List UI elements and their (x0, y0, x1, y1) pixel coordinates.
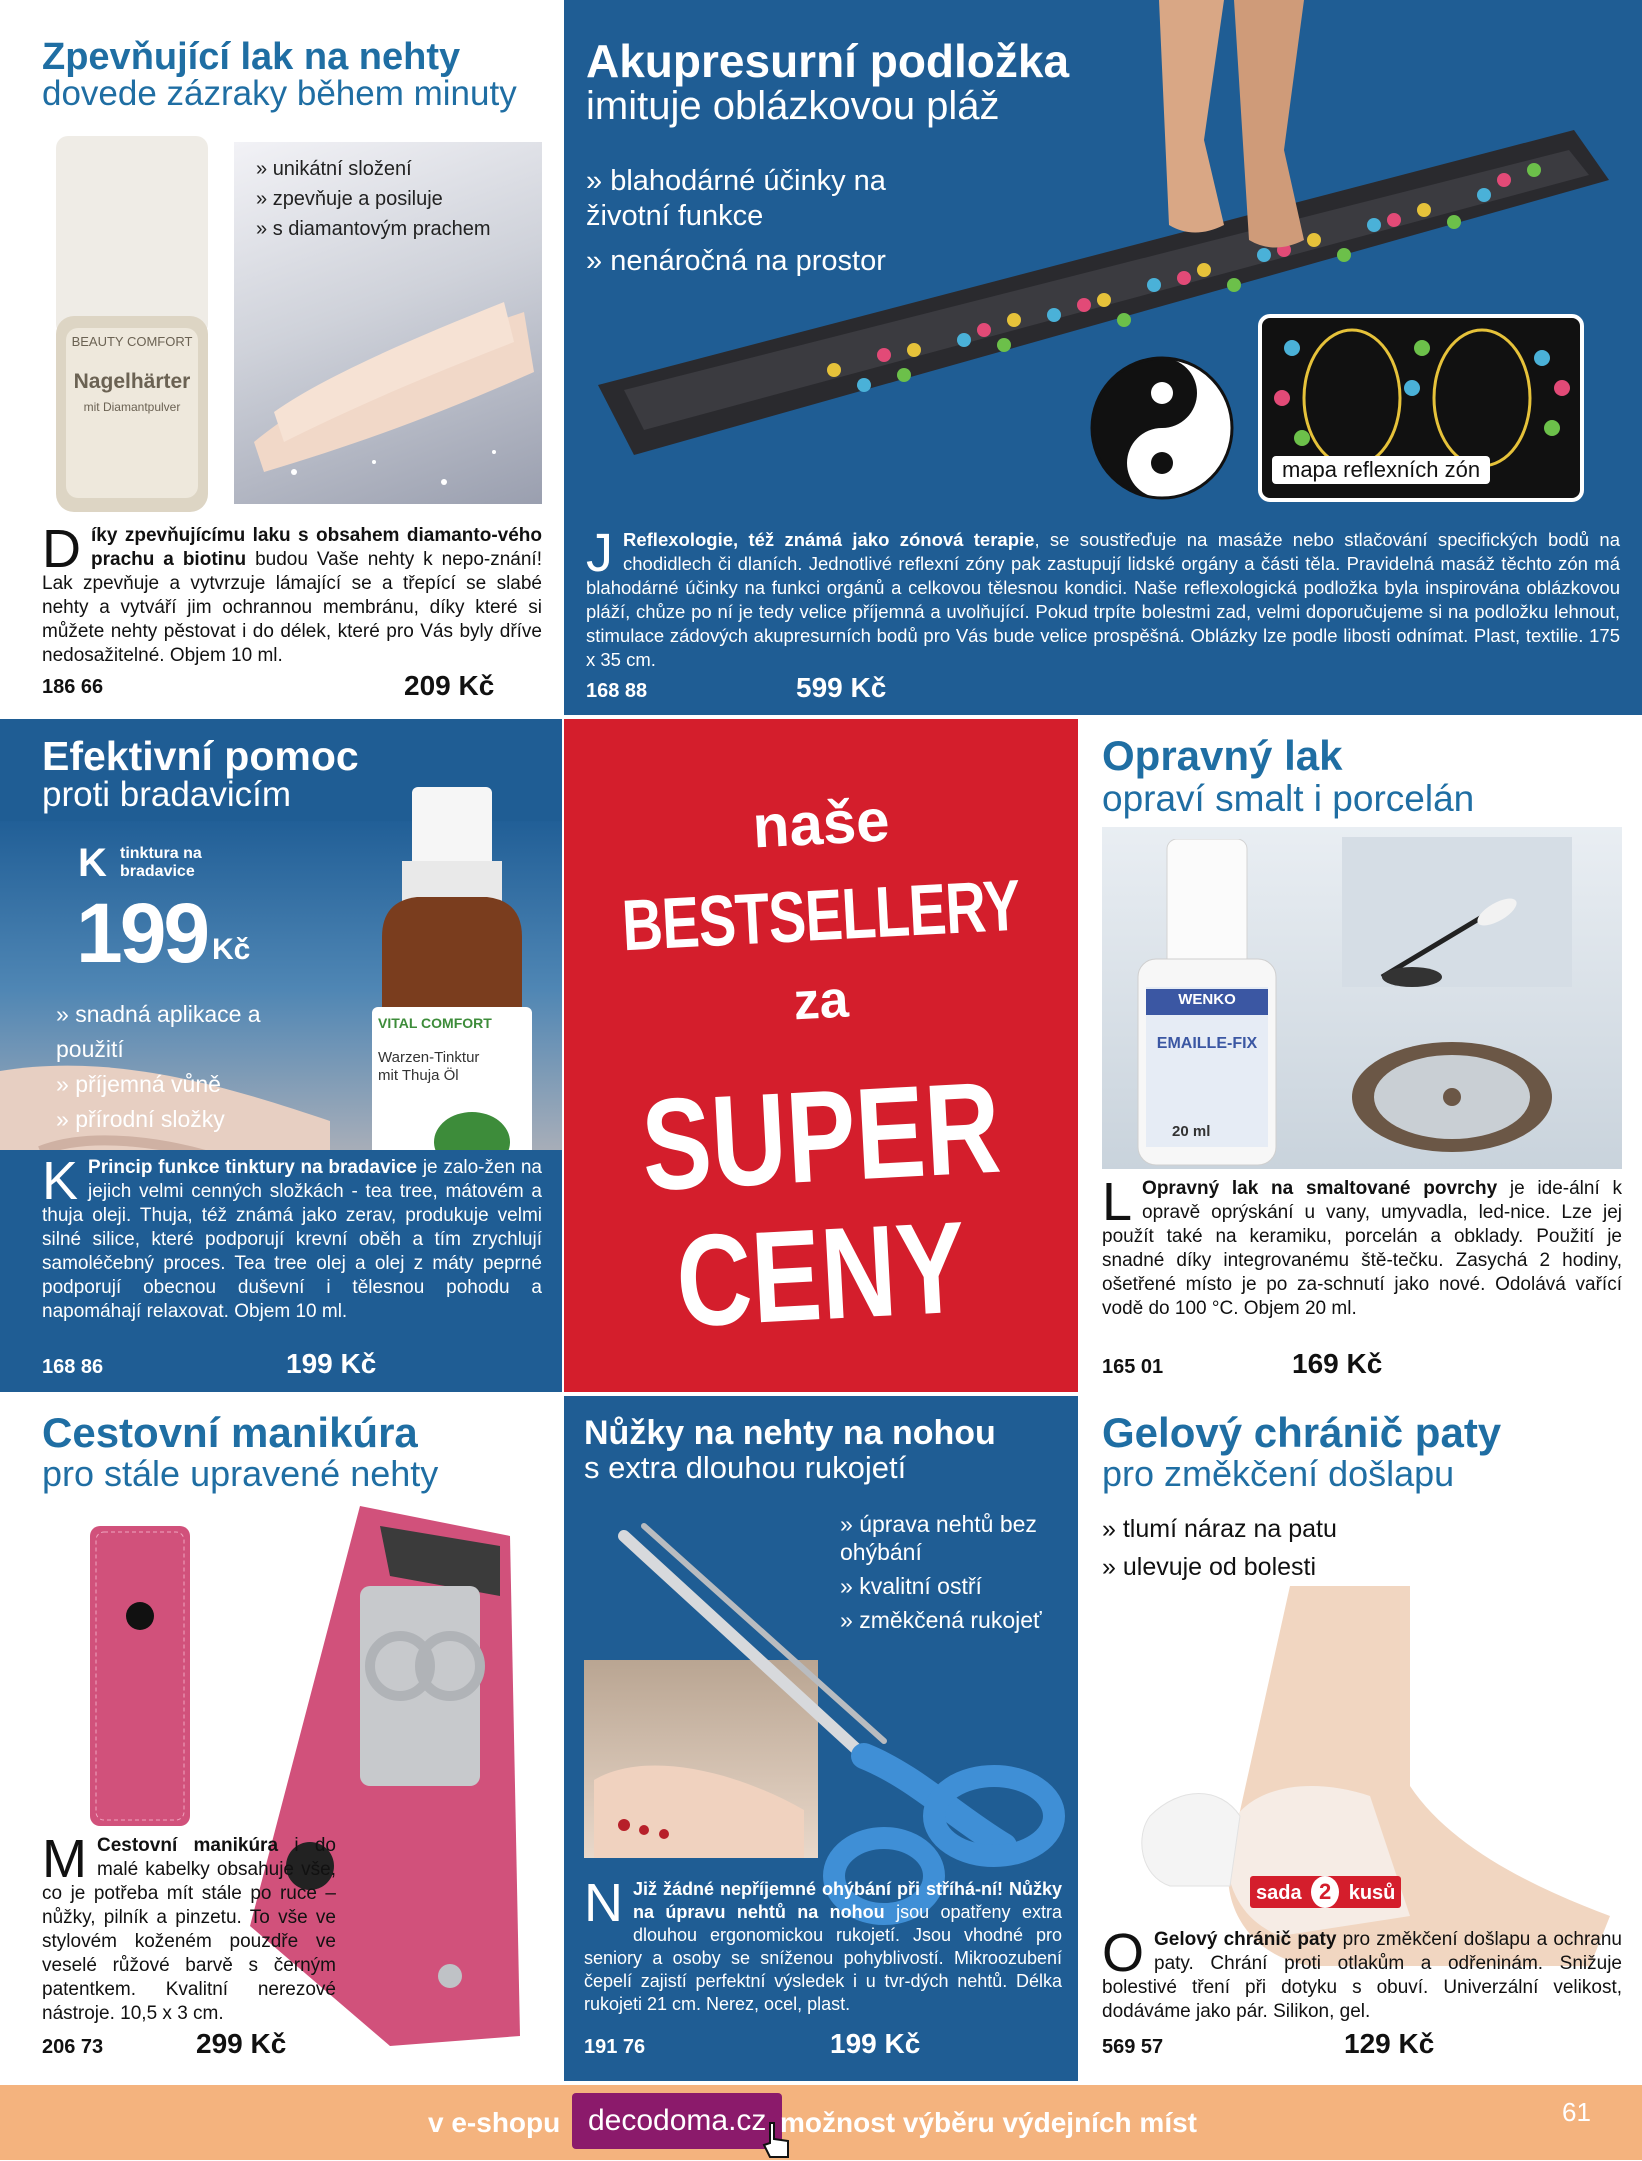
drop-cap: O (1102, 1923, 1145, 1983)
wart-description-panel (0, 1150, 562, 1392)
drop-cap: K (42, 1151, 79, 1211)
drop-cap: J (586, 523, 613, 583)
product-code: 165 01 (1102, 1356, 1164, 1378)
badge-label: tinktura na bradavice (120, 845, 202, 880)
feature-item: » nenáročná na prostor (586, 244, 926, 279)
bottle-volume: 20 ml (1172, 1123, 1211, 1140)
heel-protector-image (1110, 1586, 1620, 1976)
description-body: pro změkčení došlapu a ochranu paty. Chrání proti otlakům a odřeninám. Snižuje bolestivé tření při dotyku s obuví. Univerzální velikost, dodáváme jako pár. Silikon, gel. (1102, 1929, 1622, 2022)
product-code: 186 66 (42, 676, 104, 698)
feature-list (56, 997, 296, 1137)
description-body: je ide-ální k opravě oprýskání u vany, umyvadla, led-nice. Lze jej použít také na keramiku, porcelán a obklady. Použití je snadné díky integrovanému ště-tečku. Zasychá 2 hodiny, ošetřené místo je po za-schnutí jako nové. Odolává vařící vodě do 100 °C. Objem 20 ml. (1102, 1178, 1622, 1319)
product-description (586, 523, 1620, 672)
product-subtitle: proti bradavicím (42, 775, 291, 814)
product-description (1102, 1923, 1622, 2024)
set-word-1: sada (1256, 1882, 1302, 1904)
product-price: 169 Kč (1292, 1348, 1383, 1379)
product-description (1102, 1172, 1622, 1321)
product-repair-lacquer (1080, 719, 1642, 1392)
big-price-currency: Kč (212, 933, 251, 966)
reflex-map-label: mapa reflexních zón (1272, 456, 1490, 484)
set-word-2: kusů (1348, 1882, 1396, 1904)
product-subtitle: pro změkčení došlapu (1102, 1453, 1455, 1494)
product-title: Zpevňující lak na nehty (42, 36, 461, 78)
bestsellers-promo (564, 719, 1078, 1392)
product-subtitle: dovede zázraky během minuty (42, 74, 517, 113)
promo-line-4: SUPER (638, 1053, 1004, 1219)
feature-item: » zpevňuje a posiluje (256, 184, 491, 214)
description-body: jsou opatřeny extra dlouhou ergonomickou rukojetí. Jsou vhodné pro seniory a osoby se sníženou pohyblivostí. Mikroozubení čepelí zajistí perfektní výsledek i u tvr-dých nehtů. Délka rukojeti 21 cm. Nerez, ocel, plast. (584, 1902, 1062, 2014)
reflex-zone-map-image (1258, 314, 1584, 502)
drop-cap: L (1102, 1172, 1133, 1232)
product-price: 199 Kč (830, 2028, 921, 2059)
product-price: 209 Kč (404, 670, 495, 701)
promo-line-3: za (792, 970, 850, 1032)
bottle-name: Warzen-Tinktur mit Thuja Öl (378, 1049, 480, 1084)
yin-yang-icon (1090, 356, 1234, 500)
description-body: i do malé kabelky obsahuje vše, co je potřeba mít stále po ruce – nůžky, pilník a pinzetu. To vše ve stylovém koženém pouzdře ve veselé růžové barvě s černým patentkem. Kvalitní nerezové nástroje. 10,5 x 3 cm. (42, 1835, 336, 2024)
footer-bar (0, 2085, 1642, 2160)
feature-item: » kvalitní ostří (840, 1572, 1070, 1600)
description-lead: Princip funkce tinktury na bradavice (88, 1157, 418, 1178)
product-title: Akupresurní podložka (586, 35, 1070, 87)
product-subtitle: imituje oblázkovou pláž (586, 84, 1000, 128)
description-lead: Reflexologie, též známá jako zónová terapie (623, 529, 1035, 550)
feature-item: » příjemná vůně (56, 1067, 296, 1102)
product-price: 199 Kč (286, 1348, 377, 1379)
product-description (42, 1151, 542, 1324)
bottle-brand: WENKO (1178, 991, 1236, 1008)
product-subtitle: s extra dlouhou rukojetí (584, 1450, 907, 1485)
product-toenail-scissors (564, 1396, 1078, 2081)
product-subtitle: pro stále upravené nehty (42, 1453, 439, 1494)
drop-cap: D (42, 519, 81, 579)
feature-item: » ulevuje od bolesti (1102, 1548, 1337, 1586)
description-lead: Již žádné nepříjemné ohýbání při stříhá-ní! Nůžky na úpravu nehtů na nohou (633, 1879, 1062, 1922)
feature-item: » přírodní složky (56, 1102, 296, 1137)
feature-item: » s diamantovým prachem (256, 214, 491, 244)
bottle-name: Nagelhärter (73, 370, 191, 393)
feature-list (1102, 1510, 1337, 1586)
footer-text-left: v e-shopu (428, 2107, 561, 2138)
bottle-subname: mit Diamantpulver (83, 400, 181, 414)
feature-item: » tlumí náraz na patu (1102, 1510, 1337, 1548)
product-title: Gelový chránič paty (1102, 1409, 1502, 1456)
drop-cap: N (584, 1873, 623, 1933)
feature-item: » unikátní složení (256, 154, 491, 184)
product-title: Opravný lak (1102, 732, 1343, 779)
footer-text-right: možnost výběru výdejních míst (780, 2107, 1197, 2138)
product-price: 129 Kč (1344, 2028, 1435, 2059)
big-price: 199 (76, 886, 208, 980)
eshop-link[interactable]: decodoma.cz (572, 2093, 782, 2149)
feature-list (256, 154, 491, 244)
product-subtitle: opraví smalt i porcelán (1102, 778, 1475, 819)
feature-item: » blahodárné účinky na životní funkce (586, 164, 926, 234)
product-description (42, 519, 542, 668)
drop-cap: M (42, 1829, 87, 1889)
product-code: 569 57 (1102, 2036, 1164, 2058)
product-title: Efektivní pomoc (42, 733, 359, 779)
set-badge (1250, 1876, 1401, 1908)
nail-lacquer-bottle-image (52, 136, 212, 516)
product-code: 206 73 (42, 2036, 104, 2058)
promo-line-1: naše (750, 786, 892, 861)
set-count: 2 (1311, 1876, 1339, 1908)
product-price: 299 Kč (196, 2028, 287, 2059)
description-body: je zalo-žen na jejich velmi cenných složkách - tea tree, mátovém a thuja oleji. Thuja, též známá jako zerav, produkuje velmi silné silice, které podporují krevní oběh a tím zrychlují samoléčebný proces. Tea tree olej a olej z máty peprné podporují obecnou duševní i tělesnou pohodu a napomáhají relaxovat. Objem 10 ml. (42, 1157, 542, 1322)
page-number: 61 (1562, 2097, 1591, 2127)
product-title: Nůžky na nehty na nohou (584, 1414, 996, 1452)
repair-lacquer-bottle-image (1132, 839, 1282, 1169)
feature-item: » úprava nehtů bez ohýbání (840, 1510, 1070, 1566)
product-acupressure-mat (564, 0, 1642, 715)
bottle-brand: BEAUTY COMFORT (71, 334, 193, 349)
description-body: , se soustřeďuje na masáže nebo stlačování specifických bodů na chodidlech či dlaních. Jednotlivé reflexní zóny pak zastupují lidské orgány a části těla. Pravidelná masáž těchto zón má blahodárné účinky na funkci orgánů a celkovou tělesnou kondici. Naše reflexologická podložka byla inspirována oblázkovou pláží, chůze po ní je tedy velice příjemná a uvolňující. Pokud trpíte bolestmi zad, velmi doporučujeme si na podložku lehnout, stimulace zádových akupresurních bodů pro Vás bude velice prospěšná. Oblázky lze podle libosti odnímat. Plast, textilie. 175 x 35 cm. (586, 529, 1620, 670)
promo-line-2: BESTSELLERY (620, 865, 1022, 967)
product-gel-heel (1080, 1396, 1642, 2081)
feature-item: » změkčená rukojeť (840, 1606, 1070, 1634)
bottle-name: EMAILLE-FIX (1156, 1035, 1258, 1052)
promo-line-5: CENY (672, 1193, 970, 1355)
glitter-hands-photo (234, 142, 542, 504)
description-body: budou Vaše nehty k nepo-znání! Lak zpevňuje a vytvrzuje lámající se a třepící se slabé nehty a vytváří jim ochrannou membránu, díky které si můžete nehty pěstovat i do délek, které pro Vás byly dříve nedosažitelné. Objem 10 ml. (42, 549, 542, 666)
product-title: Cestovní manikúra (42, 1409, 418, 1456)
badge-letter: K (78, 841, 107, 885)
feature-item: » snadná aplikace a použití (56, 997, 296, 1067)
description-lead: Cestovní manikúra (96, 1835, 279, 1856)
product-code: 168 88 (586, 680, 648, 702)
product-nail-lacquer (0, 0, 562, 715)
product-code: 168 86 (42, 1356, 104, 1378)
description-lead: Opravný lak na smaltované povrchy (1142, 1178, 1498, 1199)
description-lead: íky zpevňujícímu laku s obsahem diamanto-vého prachu a biotinu (91, 525, 542, 570)
product-code: 191 76 (584, 2036, 646, 2058)
product-description (42, 1829, 336, 2026)
product-price: 599 Kč (796, 672, 887, 703)
pointer-hand-icon (762, 2121, 794, 2161)
product-travel-manicure (0, 1396, 562, 2081)
product-description (584, 1873, 1062, 2016)
bottle-brand: VITAL COMFORT (378, 1015, 492, 1031)
description-lead: Gelový chránič paty (1154, 1929, 1337, 1950)
